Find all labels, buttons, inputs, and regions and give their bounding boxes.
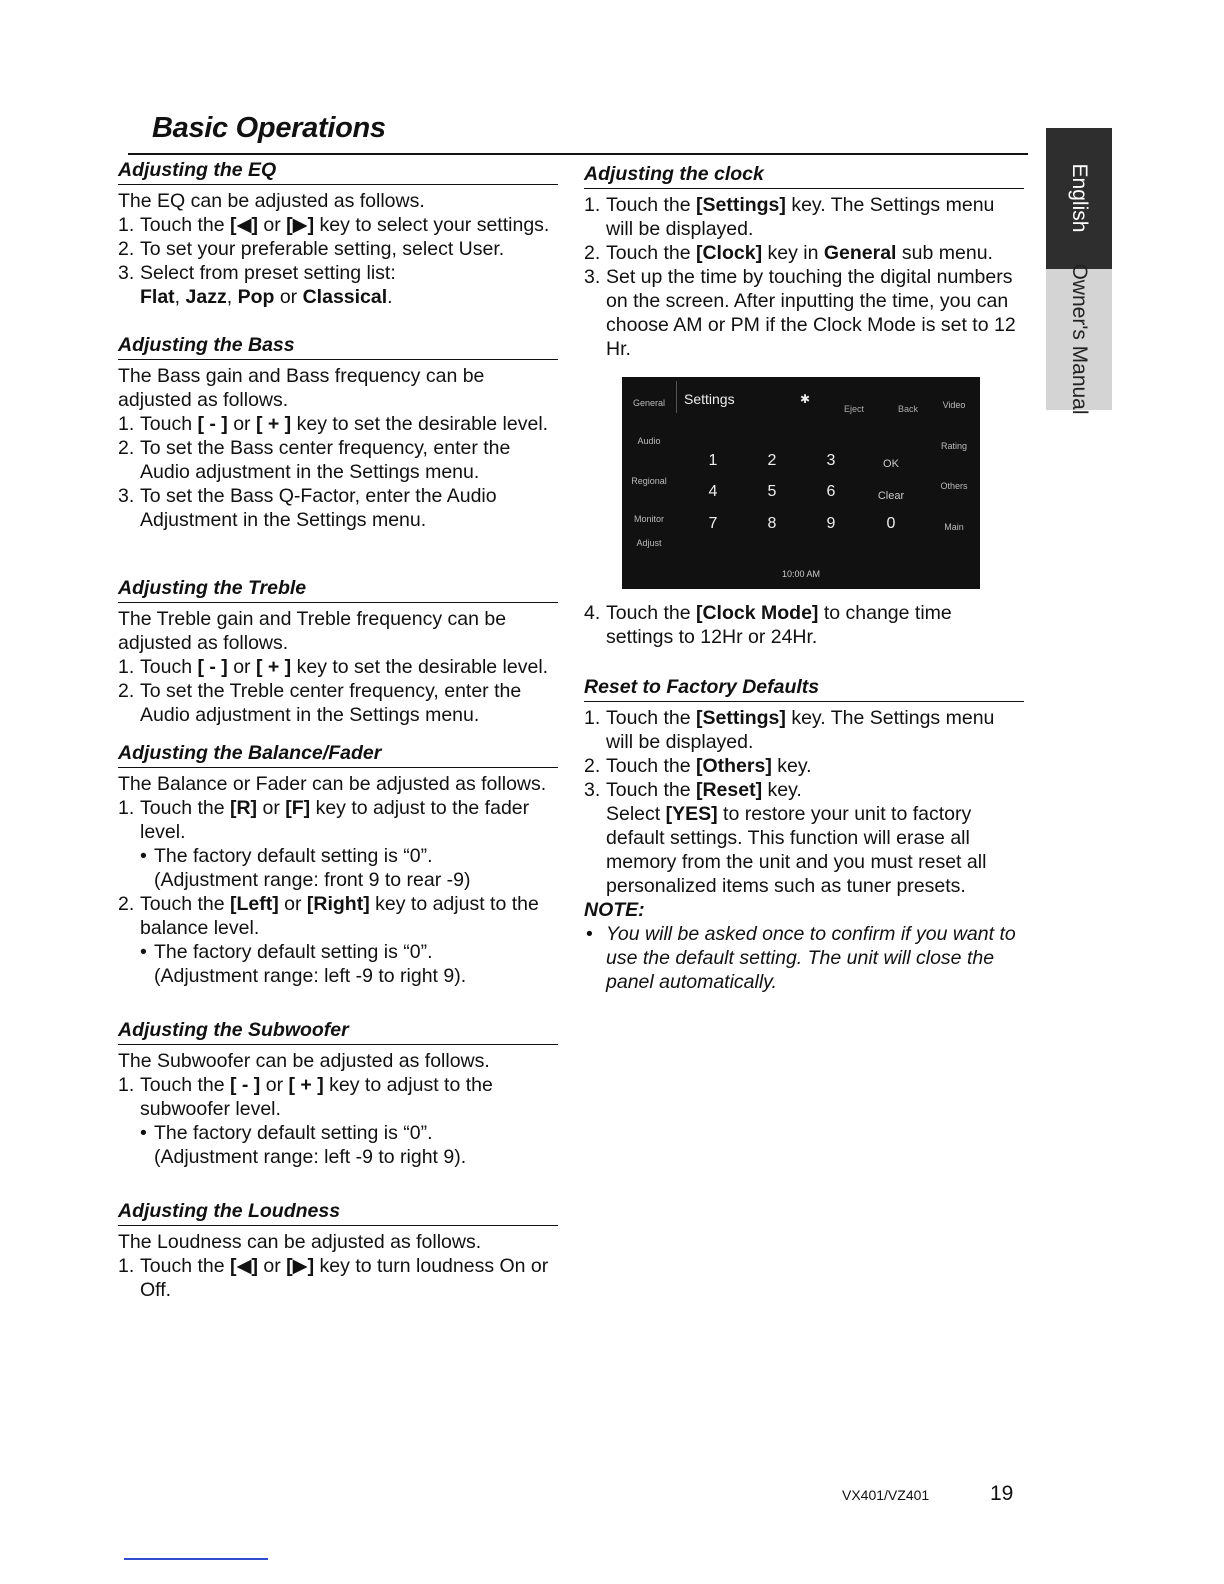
section-eq [118, 158, 558, 309]
step-text: or [257, 797, 286, 819]
step-text: key. [762, 779, 802, 801]
key-6: 6 [826, 483, 836, 500]
section-intro: The Bass gain and Bass frequency can be adjusted as follows. [118, 365, 485, 411]
list-item [118, 655, 558, 679]
section-heading: Adjusting the Balance/Fader [118, 741, 558, 768]
step-text: To set the Treble center frequency, enter the Audio adjustment in the Settings menu. [140, 680, 522, 726]
key-others: [Others] [695, 755, 772, 777]
key-clock-mode: [Clock Mode] [695, 602, 819, 624]
list-item [118, 1073, 558, 1169]
key-yes: [YES] [665, 803, 718, 825]
section-intro: The EQ can be adjusted as follows. [118, 190, 425, 212]
list-item [118, 261, 558, 309]
key-0: 0 [886, 515, 896, 532]
range-text: (Adjustment range: left -9 to right 9). [154, 1146, 467, 1168]
key-prev: [◀] [229, 214, 258, 236]
section-reset [584, 675, 1024, 994]
separator: or [274, 286, 303, 308]
bottom-rule [124, 1558, 268, 1560]
list-item [118, 412, 558, 436]
bullet-item: • The factory default setting is “0”. [140, 940, 558, 964]
tab-monitor-adjust: Monitor Adjust [633, 514, 664, 548]
preset-flat: Flat [140, 286, 175, 308]
language-side-tab [1046, 128, 1112, 415]
step-number: 2. [584, 242, 601, 264]
section-treble [118, 576, 558, 727]
step-number: 2. [118, 238, 135, 260]
step-text: key to adjust to the subwoofer level. [140, 1074, 493, 1120]
step-text: key. The Settings menu will be displayed. [606, 194, 995, 240]
list-item [118, 436, 558, 484]
list-item [584, 265, 1024, 361]
step-list [118, 1254, 558, 1302]
step-list [118, 796, 558, 988]
step-text: To set the Bass center frequency, enter the Audio adjustment in the Settings menu. [140, 437, 511, 483]
step-list [584, 706, 1024, 898]
key-5: 5 [767, 483, 777, 500]
step-text: or [227, 413, 256, 435]
step-text: To set your preferable setting, select User. [140, 238, 505, 260]
list-item [118, 679, 558, 727]
step-number: 3. [118, 485, 135, 507]
step-text: key to turn loudness On or Off. [140, 1255, 549, 1301]
step-list [118, 213, 558, 309]
step-number: 2. [118, 680, 135, 702]
list-item [118, 796, 558, 892]
step-list [584, 193, 1024, 361]
tab-general: General [632, 398, 666, 408]
step-number: 3. [584, 266, 601, 288]
preset-classical: Classical [302, 286, 388, 308]
step-text: key to adjust to the fader level. [140, 797, 530, 843]
key-2: 2 [767, 452, 777, 469]
page-number: 19 [990, 1482, 1014, 1505]
step-text: Touch the [606, 707, 696, 729]
key-3: 3 [826, 452, 836, 469]
section-heading: Adjusting the Subwoofer [118, 1018, 558, 1045]
back-button: Back [898, 404, 919, 414]
key-clear: Clear [877, 490, 905, 502]
key-minus: [ - ] [197, 656, 228, 678]
section-intro: The Subwoofer can be adjusted as follows. [118, 1050, 490, 1072]
step-text: to restore your unit to factory default settings. This function will erase all memory from the unit and you must reset all personalized items such as tuner presets. [606, 803, 987, 897]
step-number: 3. [584, 779, 601, 801]
range-text: (Adjustment range: left -9 to right 9). [154, 965, 467, 987]
key-reset: [Reset] [695, 779, 763, 801]
step-text: key to set the desirable level. [291, 413, 549, 435]
settings-screen-image [622, 377, 980, 589]
tab-video: Video [942, 400, 966, 410]
key-4: 4 [708, 483, 718, 500]
list-item [584, 241, 1024, 265]
list-item [118, 1254, 558, 1302]
section-heading: Adjusting the clock [584, 162, 1024, 189]
key-clock: [Clock] [695, 242, 763, 264]
key-1: 1 [708, 452, 718, 469]
side-tab-english: English [1068, 163, 1091, 233]
key-settings: [Settings] [695, 707, 786, 729]
step-text: Touch the [606, 602, 696, 624]
step-text: Set up the time by touching the digital numbers on the screen. After inputting the time, you can choose AM or PM if the Clock Mode is set to 12 Hr. [606, 266, 1016, 360]
step-text: Touch the [606, 755, 696, 777]
step-number: 2. [118, 893, 135, 915]
step-text: Touch the [606, 242, 696, 264]
step-text: key to set the desirable level. [291, 656, 549, 678]
key-minus: [ - ] [197, 413, 228, 435]
step-list [118, 412, 558, 532]
key-plus: [ + ] [288, 1074, 324, 1096]
step-text: Select from preset setting list: [140, 262, 396, 284]
key-f: [F] [285, 797, 311, 819]
key-plus: [ + ] [255, 413, 292, 435]
section-clock [584, 162, 1024, 649]
list-item [584, 778, 1024, 898]
step-number: 3. [118, 262, 135, 284]
list-item [584, 754, 1024, 778]
list-item [118, 484, 558, 532]
step-list [118, 1073, 558, 1169]
note-heading: NOTE: [584, 899, 645, 921]
section-subwoofer [118, 1018, 558, 1169]
step-text: or [257, 1255, 287, 1277]
key-left: [Left] [229, 893, 279, 915]
list-item [118, 237, 558, 261]
step-text: Touch the [606, 779, 696, 801]
tab-main: Main [944, 522, 964, 532]
step-text: or [260, 1074, 289, 1096]
list-item [118, 213, 558, 237]
key-prev: [◀] [229, 1255, 258, 1277]
section-heading: Reset to Factory Defaults [584, 675, 1024, 702]
section-heading: Adjusting the Bass [118, 333, 558, 360]
step-number: 1. [118, 214, 135, 236]
section-loudness [118, 1199, 558, 1302]
list-item [584, 601, 1024, 649]
step-text: Select [606, 803, 666, 825]
select-yes-text [606, 802, 1024, 898]
key-7: 7 [708, 515, 718, 532]
separator: . [387, 286, 393, 308]
step-text: Touch the [606, 194, 696, 216]
step-text: key. [771, 755, 812, 777]
screen-title: Settings [684, 391, 735, 407]
step-number: 1. [584, 194, 601, 216]
step-number: 1. [118, 1255, 135, 1277]
step-number: 2. [118, 437, 135, 459]
range-text: (Adjustment range: front 9 to rear -9) [154, 869, 471, 891]
key-next: [▶] [286, 214, 315, 236]
key-r: [R] [229, 797, 258, 819]
step-text: to change time settings to 12Hr or 24Hr. [606, 602, 952, 648]
key-9: 9 [826, 515, 836, 532]
key-8: 8 [767, 515, 777, 532]
section-heading: Adjusting the Loudness [118, 1199, 558, 1226]
separator: , [226, 286, 238, 308]
key-minus: [ - ] [229, 1074, 261, 1096]
key-plus: [ + ] [255, 656, 292, 678]
footer-model: VX401/VZ401 [842, 1487, 930, 1503]
step-text: To set the Bass Q-Factor, enter the Audio Adjustment in the Settings menu. [140, 485, 497, 531]
key-settings: [Settings] [695, 194, 786, 216]
key-ok: OK [883, 458, 899, 470]
step-text: or [278, 893, 307, 915]
list-item [118, 892, 558, 988]
step-number: 1. [584, 707, 601, 729]
bullet-item: • The factory default setting is “0”. [140, 844, 558, 868]
step-text: Touch the [140, 1255, 230, 1277]
tab-audio: Audio [637, 436, 661, 446]
section-intro: The Loudness can be adjusted as follows. [118, 1231, 482, 1253]
left-column [118, 158, 558, 1302]
submenu-general: General [823, 242, 897, 264]
step-text: or [257, 214, 287, 236]
note-item: • You will be asked once to confirm if you want to use the default setting. The unit will close the panel automatically. [584, 922, 1024, 994]
step-text: or [227, 656, 256, 678]
step-text: Touch the [140, 1074, 230, 1096]
list-item [584, 193, 1024, 241]
page-title: Basic Operations [152, 112, 386, 144]
step-text: Touch the [140, 797, 230, 819]
eject-button: Eject [844, 404, 865, 414]
section-balance [118, 741, 558, 988]
preset-pop: Pop [237, 286, 275, 308]
step-number: 2. [584, 755, 601, 777]
list-item [584, 706, 1024, 754]
title-rule [128, 153, 1028, 155]
section-heading: Adjusting the Treble [118, 576, 558, 603]
step-text: key to adjust to the balance level. [140, 893, 539, 939]
key-right: [Right] [306, 893, 370, 915]
section-heading: Adjusting the EQ [118, 158, 558, 185]
step-list [118, 655, 558, 727]
step-number: 1. [118, 1074, 135, 1096]
tab-others: Others [940, 481, 968, 491]
bullet-item: • The factory default setting is “0”. [140, 1121, 558, 1145]
step-text: Touch [140, 413, 198, 435]
clock-readout: 10:00 AM [781, 569, 821, 579]
right-column [584, 162, 1024, 994]
step-number: 1. [118, 797, 135, 819]
preset-jazz: Jazz [185, 286, 227, 308]
step-number: 4. [584, 602, 601, 624]
bluetooth-icon: ✱ [800, 392, 811, 406]
separator: , [174, 286, 186, 308]
section-bass [118, 333, 558, 532]
side-tab-owners-manual: Owner's Manual [1068, 263, 1091, 415]
section-intro: The Balance or Fader can be adjusted as follows. [118, 773, 547, 795]
section-intro: The Treble gain and Treble frequency can be adjusted as follows. [118, 608, 507, 654]
step-text: key. The Settings menu will be displayed. [606, 707, 995, 753]
step-number: 1. [118, 656, 135, 678]
key-next: [▶] [286, 1255, 315, 1277]
step-text: key in [762, 242, 824, 264]
tab-rating: Rating [940, 441, 967, 451]
step-number: 1. [118, 413, 135, 435]
step-list [584, 601, 1024, 649]
step-text: Touch [140, 656, 198, 678]
tab-regional: Regional [631, 476, 667, 486]
divider [676, 381, 677, 413]
step-text: Touch the [140, 893, 230, 915]
step-text: key to select your settings. [314, 214, 550, 236]
step-text: Touch the [140, 214, 230, 236]
step-text: sub menu. [896, 242, 993, 264]
